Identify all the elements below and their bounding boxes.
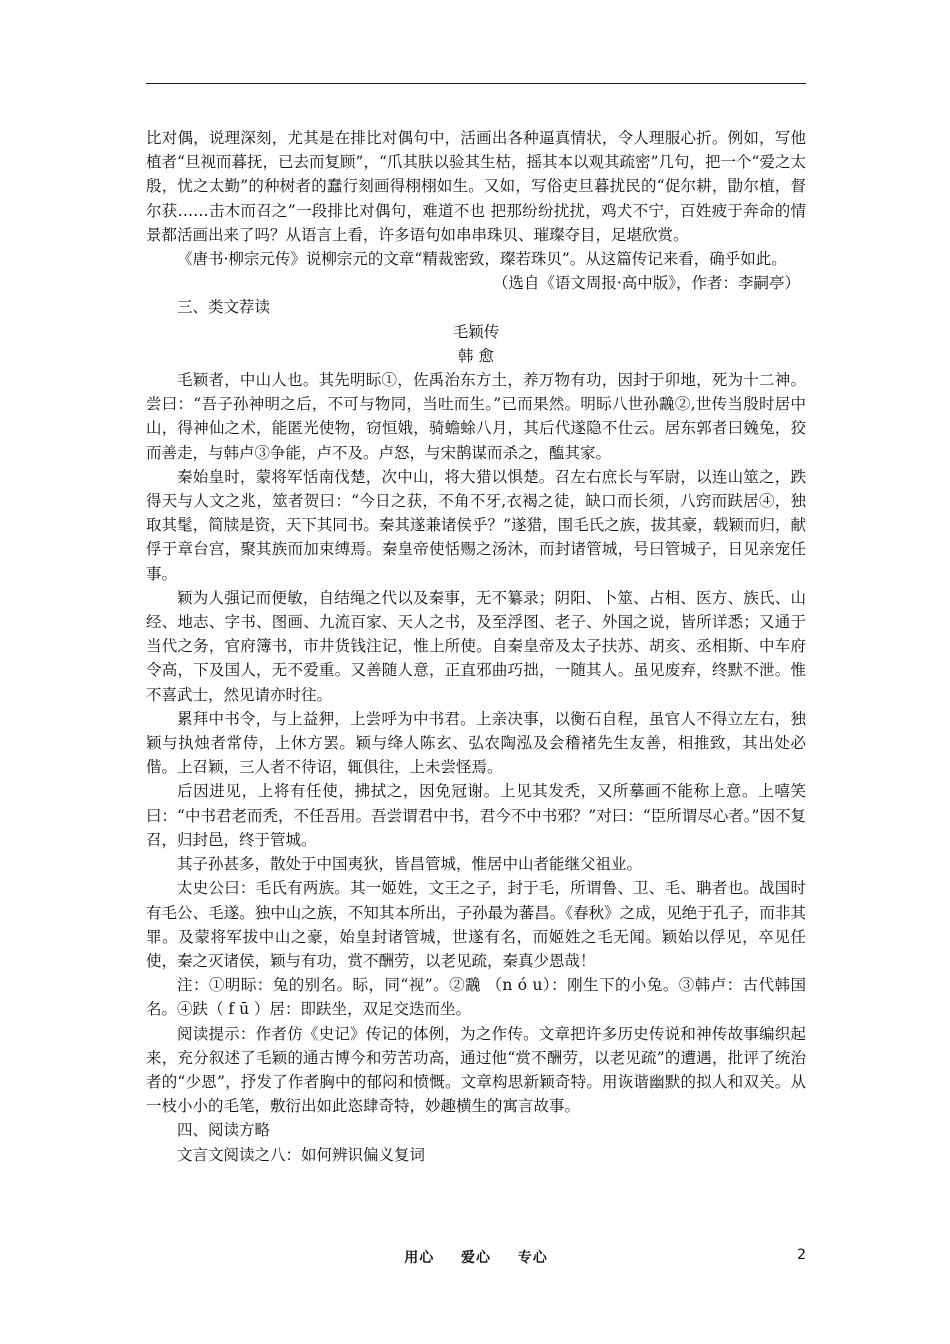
page-number: 2 — [797, 1247, 806, 1263]
footer-motto: 用心 爱心 专心 — [404, 1250, 548, 1266]
reading-tip: 阅读提示：作者仿《史记》传记的体例，为之作传。文章把许多历史传说和神传故事编织起来，充分叙述了毛颖的通古博今和劳苦功高，通过他“赏不酬劳，以老见疏”的遭遇，批评了统治者的“少恩”，抒发了作者胸中的郁闷和愤慨。文章构思新颖奇特。用诙谐幽默的拟人和双关。从一枝小小的毛笔，敷衍出如此恣肆奇特，妙趣横生的寓言故事。 — [146, 1024, 806, 1116]
header-rule — [146, 83, 806, 84]
paragraph-maoying-3: 颖为人强记而便敏，自结绳之代以及秦事，无不纂录；阴阳、卜筮、占相、医方、族氏、山经、地志、字书、图画、九流百家、天人之书，及至浮图、老子、外国之说，皆所详悉；又通于当代之务，官府簿书，市井货钱注记，惟上所使。自秦皇帝及太子扶苏、胡亥、丞相斯、中车府令高，下及国人，无不爱重。又善随人意，正直邪曲巧拙，一随其人。虽见废弃，终默不泄。惟不喜武士，然见请亦时往。 — [146, 588, 806, 704]
subsection-heading: 文言文阅读之八：如何辨识偏义复词 — [177, 1145, 426, 1164]
paragraph-maoying-5: 后因进见，上将有任使，拂拭之，因免冠谢。上见其发秃，又所摹画不能称上意。上嘻笑曰：“中书君老而秃，不任吾用。吾尝谓君中书，君今不中书邪？”对曰：“臣所谓尽心者。”因不复召，归封邑，终于管城。 — [146, 782, 806, 849]
paragraph-taishigong: 太史公曰：毛氏有两族。其一姬姓，文王之子，封于毛，所谓鲁、卫、毛、聃者也。战国时有毛公、毛遂。独中山之族，不知其本所出，子孙最为蕃昌。《春秋》之成，见绝于孔子，而非其罪。及蒙将军拔中山之豪，始皇封诸管城，世遂有名，而姬姓之毛无闻。颖始以俘见，卒见任使，秦之灭诸侯，颖与有功，赏不酬劳，以老见疏，秦真少恩哉！ — [146, 879, 806, 970]
paragraph-maoying-1: 毛颖者，中山人也。其先明眎①，佐禹治东方土，养万物有功，因封于卯地，死为十二神。尝曰：“吾子孙神明之后，不可与物同，当吐而生。”已而果然。明眎八世孙䨲②,世传当殷时居中山，得神仙之术，能匿光使物，窃恒娥，骑蟾蜍八月，其后代遂隐不仕云。居东郭者曰㕙兔，狡而善走，与韩卢③争能，卢不及。卢怒，与宋鹊谋而杀之，醢其家。 — [146, 371, 806, 462]
page-footer — [146, 1247, 806, 1267]
article-author: 韩 愈 — [458, 346, 494, 365]
paragraph-tangshu: 《唐书·柳宗元传》说柳宗元的文章“精裁密致，璨若珠贝”。从这篇传记来看，确乎如此。 — [177, 250, 787, 269]
notes: 注：①明眎：兔的别名。眎，同“视”。②䨲 （n ó u）：刚生下的小兔。③韩卢：古代韩国名。④趺（ f ū ）居：即趺坐，双足交迭而坐。 — [146, 976, 806, 1019]
section-heading-4: 四、阅读方略 — [177, 1121, 271, 1140]
paragraph-continued: 比对偶，说理深刻，尤其是在排比对偶句中，活画出各种逼真情状，令人理服心折。例如，写他植者“旦视而暮抚，已去而复顾”，“爪其肤以验其生枯，摇其本以观其疏密”几句，把一个“爱之太殷，忧之太勤”的种树者的蠢行刻画得栩栩如生。又如，写俗吏旦暮扰民的“促尔耕，勖尔植，督尔获……击木而召之”一段排比对偶句，难道不也 把那纷纷扰扰，鸡犬不宁，百姓疲于奔命的情景都活画出来了吗？从语言上看，许多语句如串串珠贝、璀璨夺目，足堪欣赏。 — [146, 129, 806, 244]
page-body — [146, 126, 806, 1167]
paragraph-maoying-2: 秦始皇时，蒙将军恬南伐楚，次中山，将大猎以惧楚。召左右庶长与军尉，以连山筮之，跌得天与人文之兆，筮者贺曰：“今日之获，不角不牙,衣褐之徒，缺口而长须，八窍而趺居④，独取其髦，简牍是资，天下其同书。秦其遂兼诸侯乎？”遂猎，围毛氏之族，拔其豪，载颖而归，献俘于章台宫，聚其族而加束缚焉。秦皇帝使恬赐之汤沐，而封诸管城，号曰管城子，日见亲宠任事。 — [146, 467, 806, 583]
paragraph-maoying-6: 其子孙甚多，散处于中国夷狄，皆昌管城，惟居中山者能继父祖业。 — [177, 855, 643, 874]
article-title: 毛颖传 — [452, 322, 500, 341]
source-citation: （选自《语文周报·高中版》，作者：李嗣亭） — [492, 274, 800, 293]
section-heading-3: 三、类文荐读 — [177, 298, 271, 317]
paragraph-maoying-4: 累拜中书令，与上益狎，上尝呼为中书君。上亲决事，以衡石自程，虽官人不得立左右，独颖与执烛者常侍，上休方罢。颖与绛人陈玄、弘农陶泓及会稽褚先生友善，相推致，其出处必偕。上召颖，三人者不待诏，辄俱往，上未尝怪焉。 — [146, 709, 806, 777]
